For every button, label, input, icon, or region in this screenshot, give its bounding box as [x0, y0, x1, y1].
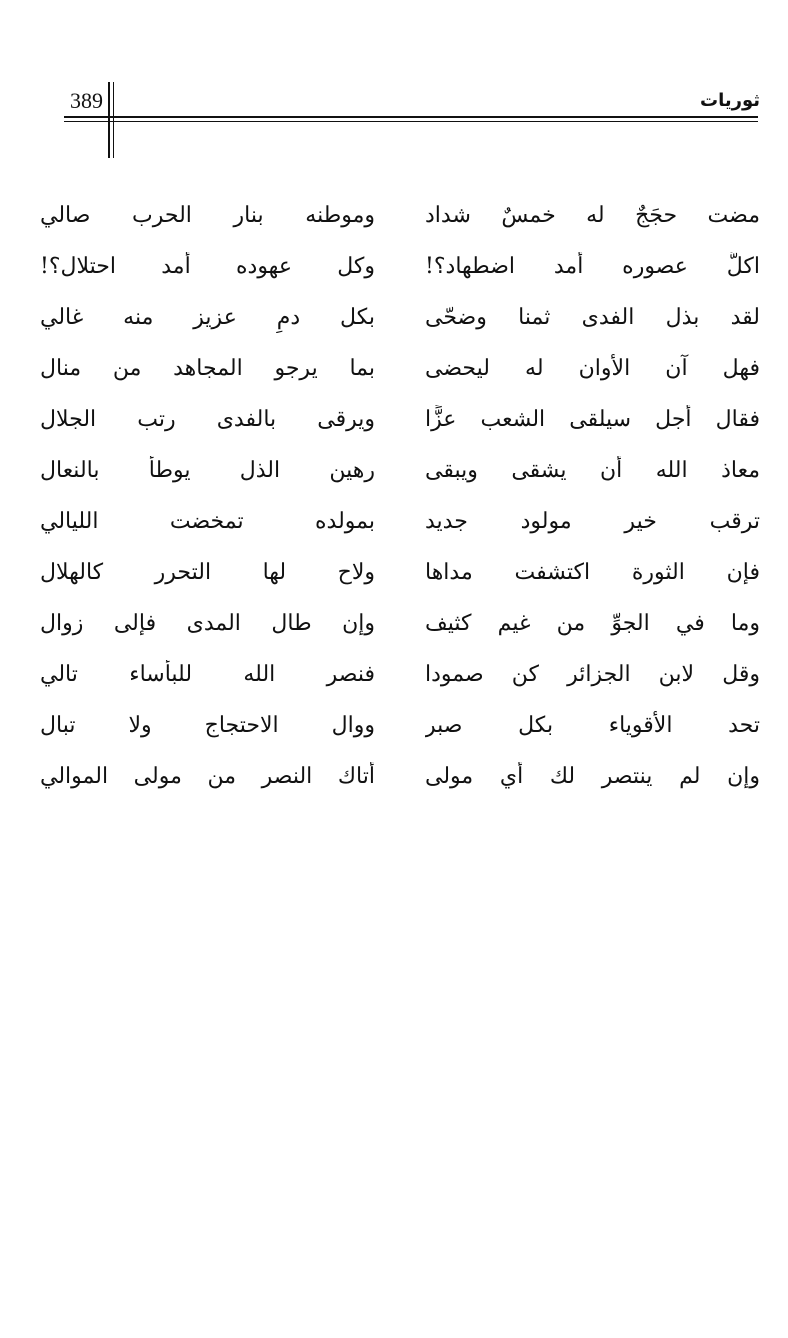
running-title: ثوريات: [699, 90, 760, 111]
hemistich-right: وقل لابن الجزائر كن صمودا: [425, 661, 760, 687]
hemistich-left: أتاك النصر من مولى الموالي: [40, 763, 375, 789]
hemistich-right: مضت حجَجٌ له خمسٌ شداد: [425, 202, 760, 228]
hemistich-left: ويرقى بالفدى رتب الجلال: [40, 406, 375, 432]
hemistich-left: ولاح لها التحرر كالهلال: [40, 559, 375, 585]
couplet: [40, 241, 760, 292]
hemistich-left: فنصر الله للبأساء تالي: [40, 661, 375, 687]
couplet: [40, 343, 760, 394]
couplet: [40, 598, 760, 649]
header-vertical-rule-thin: [113, 82, 114, 158]
hemistich-left: بكل دمٍ عزيز منه غالي: [40, 304, 375, 330]
couplet: [40, 292, 760, 343]
hemistich-right: فقال أجل سيلقى الشعب عزًّا: [425, 406, 760, 432]
hemistich-right: وإن لم ينتصر لك أي مولى: [425, 763, 760, 789]
hemistich-right: ترقب خير مولود جديد: [425, 508, 760, 534]
hemistich-right: فهل آن الأوان له ليحضى: [425, 355, 760, 381]
hemistich-right: تحد الأقوياء بكل صبر: [425, 712, 760, 738]
couplet: [40, 547, 760, 598]
couplet: [40, 496, 760, 547]
hemistich-left: بمولده تمخضت الليالي: [40, 508, 375, 534]
page-number: 389: [70, 88, 103, 113]
hemistich-right: معاذ الله أن يشقى ويبقى: [425, 457, 760, 483]
hemistich-left: وكل عهوده أمد احتلال؟!: [40, 253, 375, 279]
header-rule-thin: [64, 121, 758, 122]
couplet: [40, 649, 760, 700]
couplet: [40, 751, 760, 802]
poem: [40, 190, 760, 802]
couplet: [40, 700, 760, 751]
hemistich-right: لقد بذل الفدى ثمنا وضحّى: [425, 304, 760, 330]
hemistich-left: وإن طال المدى فإلى زوال: [40, 610, 375, 636]
hemistich-left: ووال الاحتجاج ولا تبال: [40, 712, 375, 738]
header-vertical-rule: [108, 82, 110, 158]
header-rule-thick: [64, 116, 758, 118]
couplet: [40, 445, 760, 496]
hemistich-left: رهين الذل يوطأ بالنعال: [40, 457, 375, 483]
hemistich-left: وموطنه بنار الحرب صالي: [40, 202, 375, 228]
hemistich-right: فإن الثورة اكتشفت مداها: [425, 559, 760, 585]
hemistich-right: وما في الجوِّ من غيم كثيف: [425, 610, 760, 636]
page-header: [0, 0, 788, 160]
couplet: [40, 394, 760, 445]
hemistich-left: بما يرجو المجاهد من منال: [40, 355, 375, 381]
couplet: [40, 190, 760, 241]
hemistich-right: اكلُّ عصوره أمد اضطهاد؟!: [425, 253, 760, 279]
